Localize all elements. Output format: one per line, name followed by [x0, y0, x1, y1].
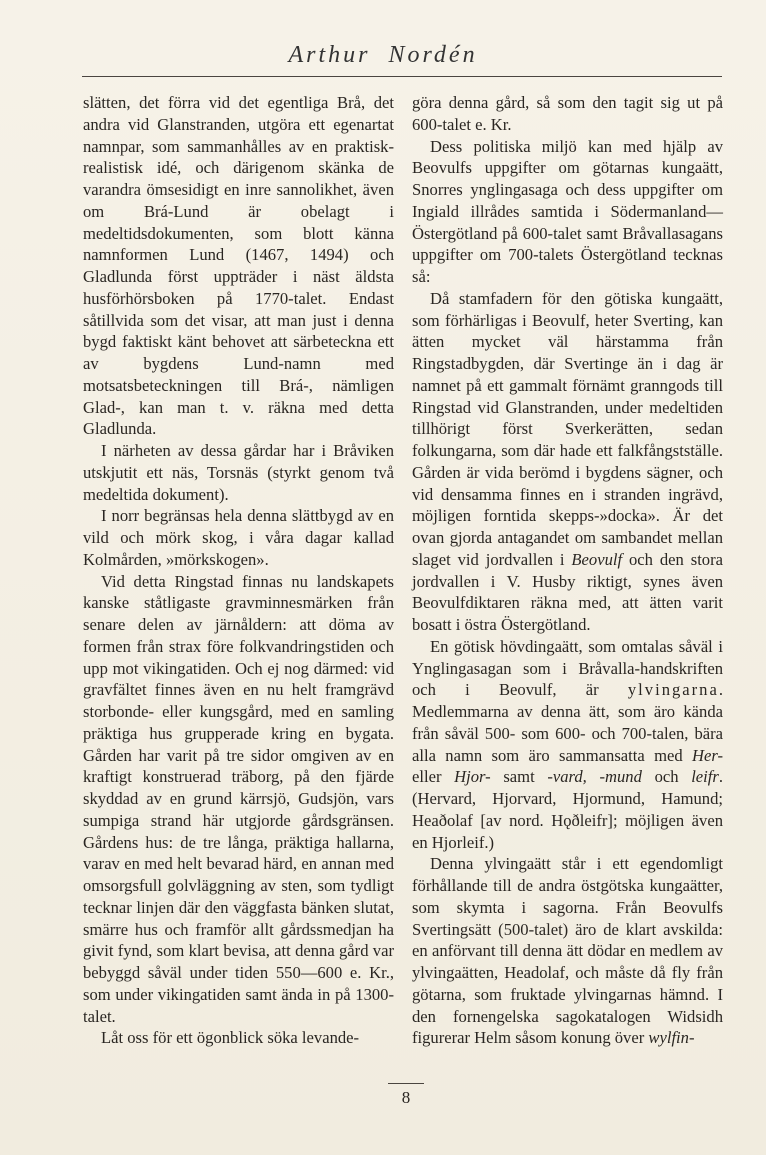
italic-term: leifr [691, 767, 719, 787]
paragraph [412, 853, 723, 1049]
header-rule [82, 76, 722, 77]
paragraph [412, 288, 723, 636]
text-run: och [641, 767, 692, 787]
right-column [412, 92, 723, 1049]
text-run: eller [412, 767, 455, 787]
footer-rule [388, 1083, 424, 1084]
paragraph: Vid detta Ringstad finnas nu landskapets kanske ståtligaste gravminnesmärken från senare delen av järnåldern: att döma av formen från strax före folkvandringstiden och upp mot vikingatiden. Och ej nog därmed: vid gravfältet finnes även en nu helt framgrävd storbonde- eller kungsgård, med en samling präktiga hus grupperade kring en bygata. Gården har varit på tre sidor omgiven av en kraftigt konstruerad träborg, på den fjärde skyddad av en grund kärrsjö, Gudsjön, vars sumpiga strand här utgjorde gårdsgränsen. Gårdens hus: de tre långa, präktiga hallarna, varav en med helt bevarad härd, en annan med omsorgsfull golvläggning av sten, som tydligt tecknar linjen där den väggfasta bänken slutat, smärre hus och framför allt gårdssmedjan ha givit fynd, som klart bevisa, att denna gård var bebyggd såväl under tiden 550—600 e. Kr., som under vikingatiden samt ända in på 1300-talet. [83, 571, 394, 1026]
paragraph: göra denna gård, så som den tagit sig ut på 600-talet e. Kr. [412, 93, 723, 134]
left-column [83, 92, 394, 1049]
italic-term: wylfin- [648, 1028, 695, 1048]
paragraph: I norr begränsas hela denna slättbygd av en vild och mörk skog, i våra dagar kallad Kolmården, »mörkskogen». [83, 506, 394, 569]
text-run: samt [490, 767, 548, 787]
text-run: Då stamfadern för den götiska kungaätt, som förhärligas i Beovulf, heter Sverting, kan ätten mycket väl härstamma från Ringstadbygden, där Svertinge än i dag är namnet på ett gammalt förnämt granngods till Ringstad vid Glanstranden, under medeltiden tillhörigt först Sverkerätten, sedan folkungarna, som där hade ett falkfångstställe. Gården är vida berömd i bygdens sägner, och vid densamma finnes en i stranden ingrävd, möjligen forntida skepps-»docka». Är det ovan gjorda antagandet om sambandet mellan slaget vid jordvallen i [412, 288, 723, 569]
italic-term: Hjor- [454, 767, 491, 787]
text-run: . (Hervard, Hjorvard, Hjormund, Hamund; Heaðolaf [av nord. Hǫðleifr]; möjligen även en Hjorleif.) [412, 767, 723, 852]
paragraph: Dess politiska miljö kan med hjälp av Beovulfs uppgifter om götarnas kungaätt, Snorres ynglingasaga och dess uppgifter om Ingiald illrådes samtida i Södermanland—Östergötland på 600-talet samt Bråvallasagans uppgifter om 700-talets Östergötland tecknas så: [412, 136, 723, 286]
spaced-term: ylvingarna [627, 680, 719, 700]
paragraph: Låt oss för ett ögonblick söka levande- [101, 1028, 360, 1048]
page-number: 8 [401, 1088, 411, 1107]
italic-term: -vard, -mund [547, 767, 642, 787]
text-run: . Medlemmarna av denna ätt, som äro kända från såväl 500- som 600- och 700-talen, bära alla namn som äro sammansatta med [412, 680, 723, 765]
paragraph: slätten, det förra vid det egentliga Brå, det andra vid Glanstranden, utgöra ett egenartat namnpar, som sammanhålles av en praktisk-realistisk idé, och därigenom skänka de varandra ömsesidigt en inre sannolikhet, även om Brá-Lund är obelagt i medeltidsdokumenten, som blott känna namnformen Lund (1467, 1494) och Gladlunda först uppträder i näst äldsta husförhörsboken på 1770-talet. Endast såtillvida som det visar, att man just i denna bygd faktiskt känt behovet att särbeteckna ett av bygdens Lund-namn med motsatsbeteckningen till Brá-, nämligen Glad-, kan man t. v. räkna med detta Gladlunda. [83, 93, 394, 439]
author-first-name: Arthur [288, 42, 371, 68]
text-run: En götisk hövdingaätt, som omtalas såväl i Ynglingasagan som i Bråvalla-handskriften och i Beovulf, är [412, 636, 723, 700]
running-header [0, 42, 766, 69]
italic-title: Beovulf [571, 549, 623, 569]
paragraph: I närheten av dessa gårdar har i Bråviken utskjutit ett näs, Torsnäs (styrkt genom två medeltida dokument). [83, 441, 394, 504]
author-last-name: Nordén [388, 42, 478, 68]
text-run: Denna ylvingaätt står i ett egendomligt förhållande till de andra östgötska kungaätter, som skymta i sagorna. Från Beovulfs Svertingsätt (500-talet) äro de klart avskilda: en anförvant till denna ätt dödar en medlem av ylvingaätten, Headolaf, och måste då fly från götarna, som fruktade ylvingarnas hämnd. I den fornengelska sagokatalogen Widsidh figurerar Helm såsom konung över [412, 854, 723, 1048]
italic-term: Her- [692, 745, 723, 765]
text-run: och den stora jordvallen i V. Husby riktigt, synes även Beovulfdiktaren räkna med, att ätten varit bosatt i östra Östergötland. [412, 549, 723, 634]
paragraph [412, 636, 723, 854]
